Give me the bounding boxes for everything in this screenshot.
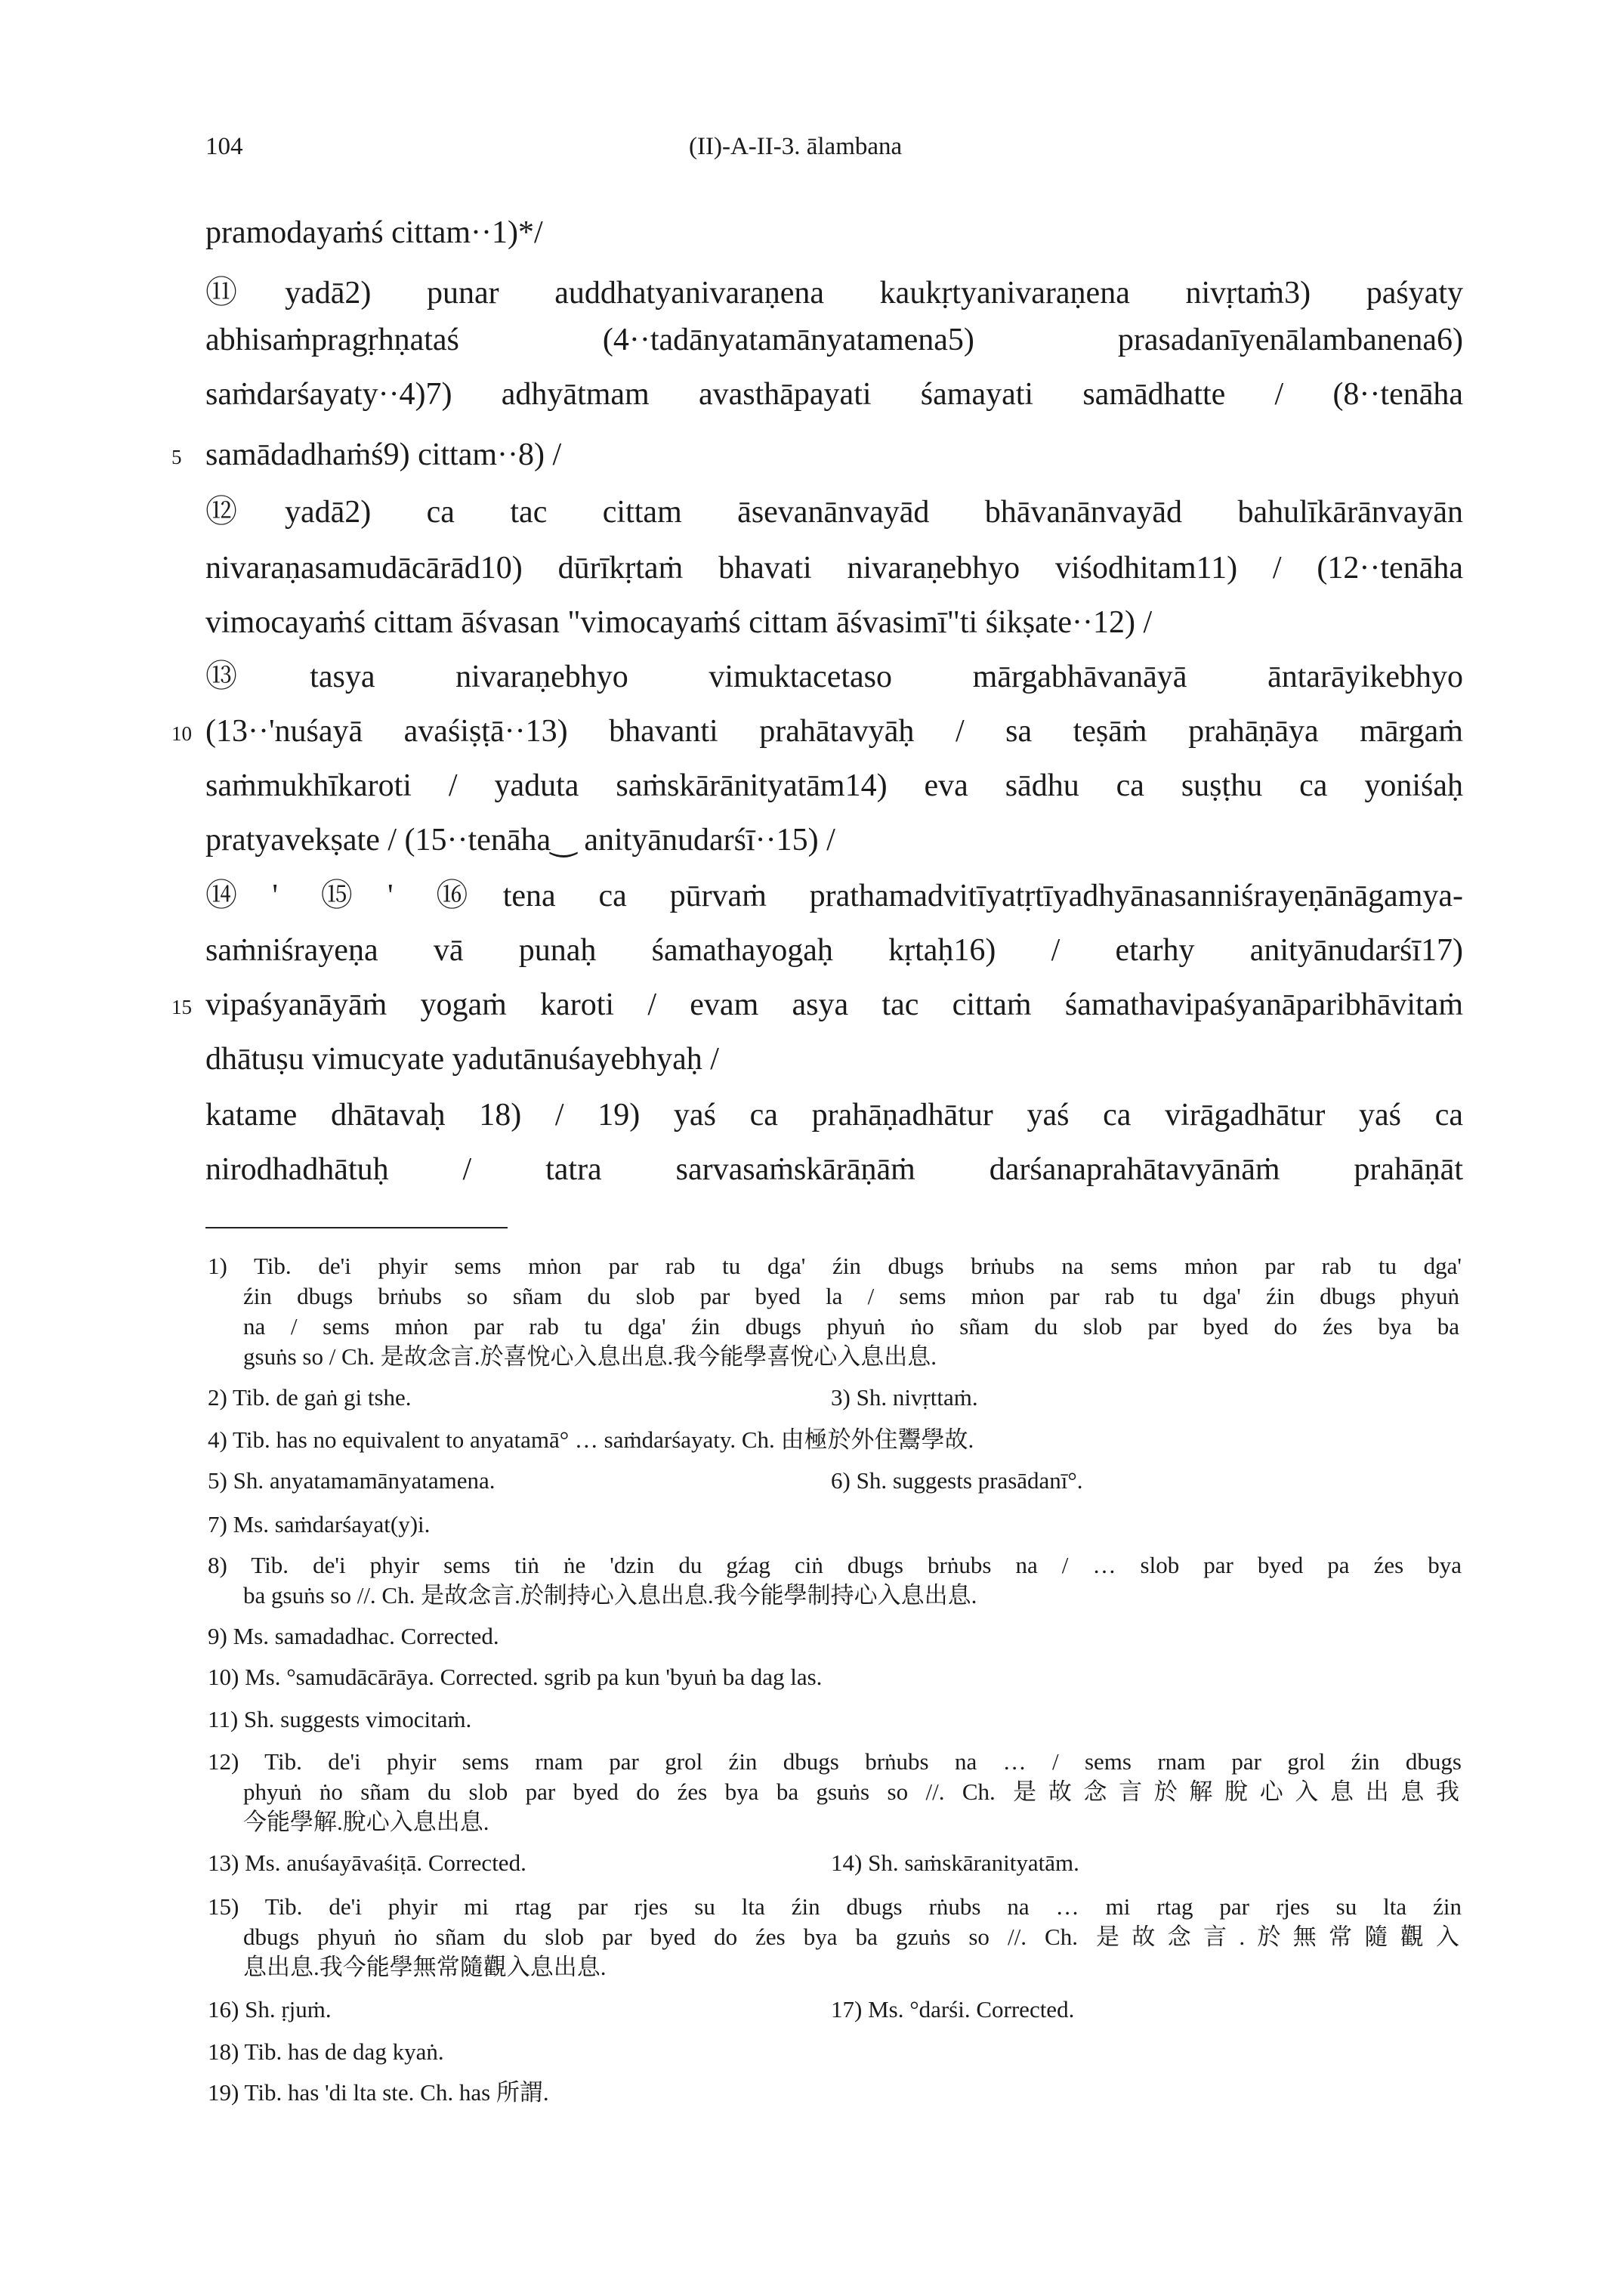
text-line: ⑪yadā2) punar auddhatyanivaraṇena kaukṛtyanivaraṇena nivṛtaṁ3) paśyaty	[205, 276, 1463, 311]
footnote-continuation: 息出息.我今能學無常隨觀入息出息.	[243, 1954, 607, 1980]
footnote: 12) Tib. de'i phyir sems rnam par grol źin dbugs brṅubs na … / sems rnam par grol źin dbugs	[208, 1748, 1462, 1775]
footnote: 6) Sh. suggests prasādanī°.	[831, 1467, 1083, 1494]
footnote-continuation: na / sems mṅon par rab tu dga' źin dbugs phyuṅ ṅo sñam du slob par byed do źes bya ba	[243, 1313, 1459, 1340]
text-line: vipaśyanāyāṁ yogaṁ karoti / evam asya tac cittaṁ śamathavipaśyanāparibhāvitaṁ	[205, 987, 1463, 1022]
footnote: 10) Ms. °samudācārāya. Corrected. sgrib pa kun 'byuṅ ba dag las.	[208, 1664, 823, 1690]
text-line: pramodayaṁś cittam··1)*/	[205, 215, 543, 250]
footnote-continuation: dbugs phyuṅ ṅo sñam du slob par byed do źes bya ba gzuṅs so //. Ch. 是故念言.於無常隨觀入	[243, 1924, 1459, 1950]
footnote: 7) Ms. saṁdarśayat(y)i.	[208, 1511, 431, 1537]
text-line: ⑬tasya nivaraṇebhyo vimuktacetaso mārgabhāvanāyā āntarāyikebhyo	[205, 660, 1463, 694]
footnote-continuation: ba gsuṅs so //. Ch. 是故念言.於制持心入息出息.我今能學制持心入息出息.	[243, 1582, 977, 1608]
text-line: saṁdarśayaty··4)7) adhyātmam avasthāpayati śamayati samādhatte / (8··tenāha	[205, 377, 1463, 412]
footnote: 9) Ms. samadadhac. Corrected.	[208, 1623, 499, 1649]
text-line: nivaraṇasamudācārād10) dūrīkṛtaṁ bhavati nivaraṇebhyo viśodhitam11) / (12··tenāha	[205, 551, 1463, 586]
text-line: (13··'nuśayā avaśiṣṭā··13) bhavanti prahātavyāḥ / sa teṣāṁ prahāṇāya mārgaṁ	[205, 714, 1463, 749]
footnote: 8) Tib. de'i phyir sems tiṅ ṅe 'dzin du gźag ciṅ dbugs brṅubs na / … slob par byed pa źes bya	[208, 1552, 1462, 1578]
text-line: katame dhātavaḥ 18) / 19) yaś ca prahāṇadhātur yaś ca virāgadhātur yaś ca	[205, 1098, 1463, 1133]
footnote-continuation: 今能學解.脫心入息出息.	[243, 1809, 489, 1835]
footnote: 4) Tib. has no equivalent to anyatamā° … saṁdarśayaty. Ch. 由極於外住鬻學故.	[208, 1426, 974, 1453]
text-line: saṁmukhīkaroti / yaduta saṁskārānityatām14) eva sādhu ca suṣṭhu ca yoniśaḥ	[205, 768, 1463, 803]
footnote: 5) Sh. anyatamamānyatamena.	[208, 1467, 496, 1494]
footnote: 17) Ms. °darśi. Corrected.	[831, 1996, 1075, 2023]
footnote: 16) Sh. ṛjuṁ.	[208, 1996, 332, 2023]
text-line: pratyavekṣate / (15··tenāha‿ anityānudarśī··15) /	[205, 823, 835, 858]
footnote-rule	[205, 1227, 508, 1228]
text-line: abhisaṁpragṛhṇataś (4··tadānyatamānyatamena5) prasadanīyenālambanena6)	[205, 323, 1463, 357]
footnote: 11) Sh. suggests vimocitaṁ.	[208, 1706, 472, 1732]
footnote-continuation: phyuṅ ṅo sñam du slob par byed do źes bya ba gsuṅs so //. Ch. 是故念言於解脫心入息出息我	[243, 1778, 1459, 1805]
footnote-continuation: źin dbugs brṅubs so sñam du slob par byed la / sems mṅon par rab tu dga' źin dbugs phyuṅ	[243, 1283, 1459, 1309]
line-number: 10	[171, 722, 192, 745]
text-line: vimocayaṁś cittam āśvasan "vimocayaṁś cittam āśvasimī"ti śikṣate··12) /	[205, 605, 1153, 640]
text-line: dhātuṣu vimucyate yadutānuśayebhyaḥ /	[205, 1042, 719, 1077]
footnote: 15) Tib. de'i phyir mi rtag par rjes su lta źin dbugs rṅubs na … mi rtag par rjes su lta źin	[208, 1893, 1462, 1920]
running-header: (II)-A-II-3. ālambana	[689, 133, 903, 160]
footnote: 3) Sh. nivṛttaṁ.	[831, 1384, 978, 1411]
footnote: 18) Tib. has de dag kyaṅ.	[208, 2038, 444, 2065]
footnote: 19) Tib. has 'di lta ste. Ch. has 所謂.	[208, 2079, 549, 2106]
text-line: ⑫yadā2) ca tac cittam āsevanānvayād bhāvanānvayād bahulīkārānvayān	[205, 495, 1463, 530]
page-number: 104	[205, 133, 243, 160]
text-line: ⑭' ⑮' ⑯tena ca pūrvaṁ prathamadvitīyatṛtīyadhyānasanniśrayeṇānāgamya-	[205, 879, 1463, 913]
text-line: nirodhadhātuḥ / tatra sarvasaṁskārāṇāṁ darśanaprahātavyānāṁ prahāṇāt	[205, 1152, 1463, 1187]
footnote: 1) Tib. de'i phyir sems mṅon par rab tu dga' źin dbugs brṅubs na sems mṅon par rab tu dga'	[208, 1253, 1462, 1279]
text-line: samādadhaṁś9) cittam··8) /	[205, 437, 562, 472]
footnote: 13) Ms. anuśayāvaśiṭā. Corrected.	[208, 1849, 526, 1876]
footnote-continuation: gsuṅs so / Ch. 是故念言.於喜悅心入息出息.我今能學喜悅心入息出息.	[243, 1343, 937, 1370]
text-line: saṁniśrayeṇa vā punaḥ śamathayogaḥ kṛtaḥ16) / etarhy anityānudarśī17)	[205, 933, 1463, 968]
line-number: 5	[171, 446, 182, 468]
footnote: 2) Tib. de gaṅ gi tshe.	[208, 1384, 412, 1411]
line-number: 15	[171, 996, 192, 1018]
footnote: 14) Sh. saṁskāranityatām.	[831, 1849, 1079, 1876]
